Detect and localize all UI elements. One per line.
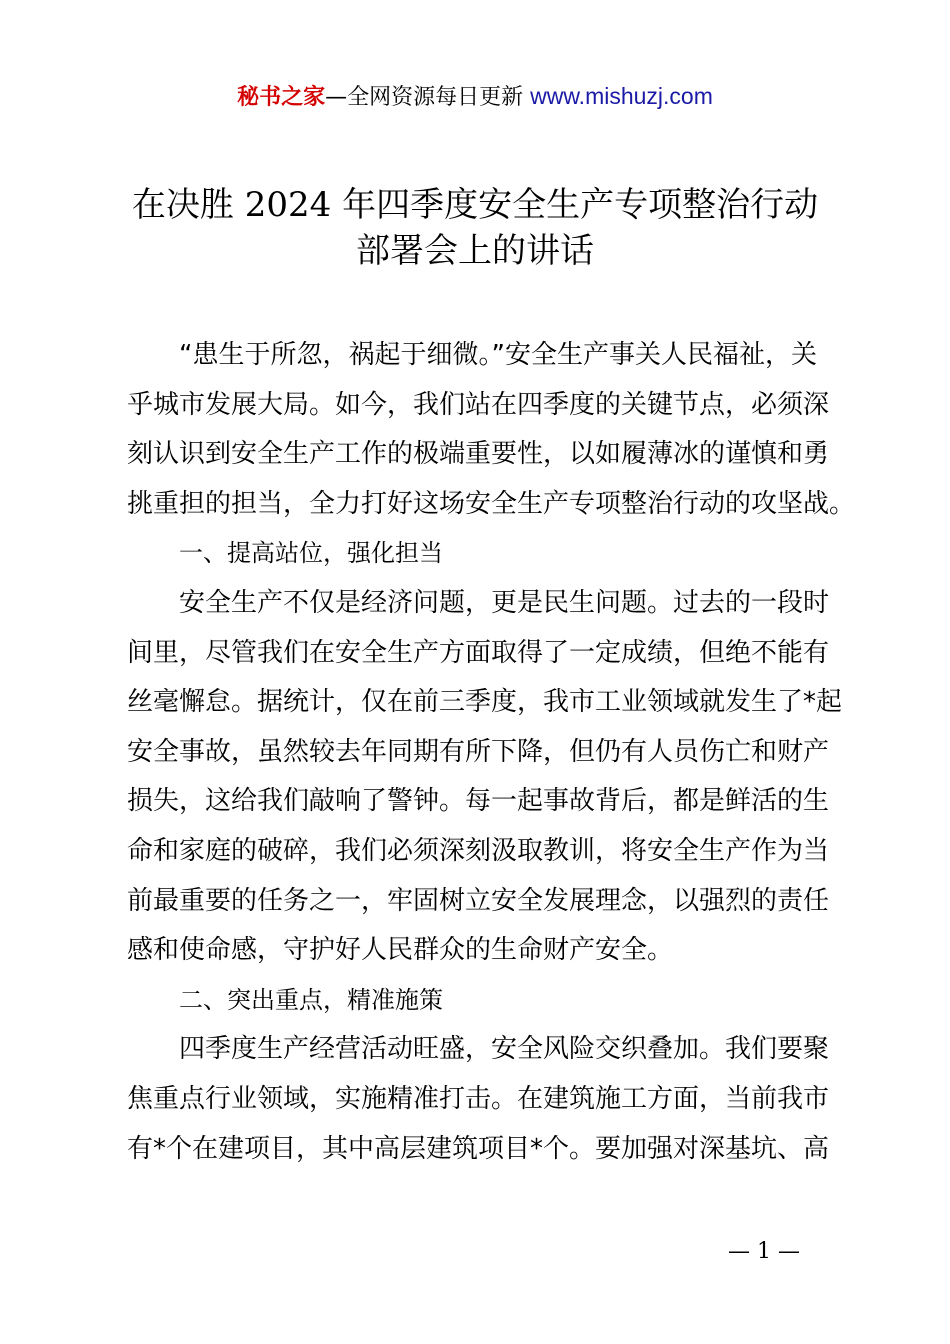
section-heading-1: 一、提高站位，强化担当 (179, 539, 443, 568)
body-line: 挑重担的担当，全力打好这场安全生产专项整治行动的攻坚战。 (127, 488, 856, 519)
title-line-2: 部署会上的讲话 (356, 231, 594, 271)
body-line: 焦重点行业领域，实施精准打击。在建筑施工方面，当前我市 (127, 1083, 830, 1114)
site-header (0, 80, 950, 114)
section-heading-2: 二、突出重点，精准施策 (179, 985, 443, 1014)
body-line: 丝毫懈怠。据统计，仅在前三季度，我市工业领域就发生了*起 (127, 687, 843, 718)
body-line: 间里，尽管我们在安全生产方面取得了一定成绩，但绝不能有 (127, 637, 830, 668)
page-number-label: — 1 — (728, 1239, 800, 1264)
body-line: 损失，这给我们敲响了警钟。每一起事故背后，都是鲜活的生 (127, 786, 830, 817)
header-tagline: —全网资源每日更新 (325, 85, 531, 110)
body-line: 四季度生产经营活动旺盛，安全风险交织叠加。我们要聚 (179, 1034, 830, 1065)
title-line-1: 在决胜 2024 年四季度安全生产专项整治行动 (131, 185, 819, 225)
body-line: “患生于所忽，祸起于细微。”安全生产事关人民福祉，关 (179, 340, 817, 370)
body-line: 前最重要的任务之一，牢固树立安全发展理念，以强烈的责任 (127, 885, 830, 916)
page-number (0, 1237, 950, 1267)
body-line: 感和使命感，守护好人民群众的生命财产安全。 (127, 935, 674, 966)
body-line: 乎城市发展大局。如今，我们站在四季度的关键节点，必须深 (127, 389, 830, 420)
body-line: 有*个在建项目，其中高层建筑项目*个。要加强对深基坑、高 (127, 1133, 830, 1164)
brand-name: 秘书之家 (237, 85, 326, 110)
site-url-link[interactable]: www.mishuzj.com (530, 83, 713, 109)
body-line: 刻认识到安全生产工作的极端重要性，以如履薄冰的谨慎和勇 (127, 439, 830, 470)
body-line: 命和家庭的破碎，我们必须深刻汲取教训，将安全生产作为当 (127, 835, 830, 866)
document-title (60, 182, 890, 274)
body-line: 安全生产不仅是经济问题，更是民生问题。过去的一段时 (179, 587, 830, 618)
document-body (127, 331, 856, 1174)
body-line: 安全事故，虽然较去年同期有所下降，但仍有人员伤亡和财产 (127, 736, 830, 767)
